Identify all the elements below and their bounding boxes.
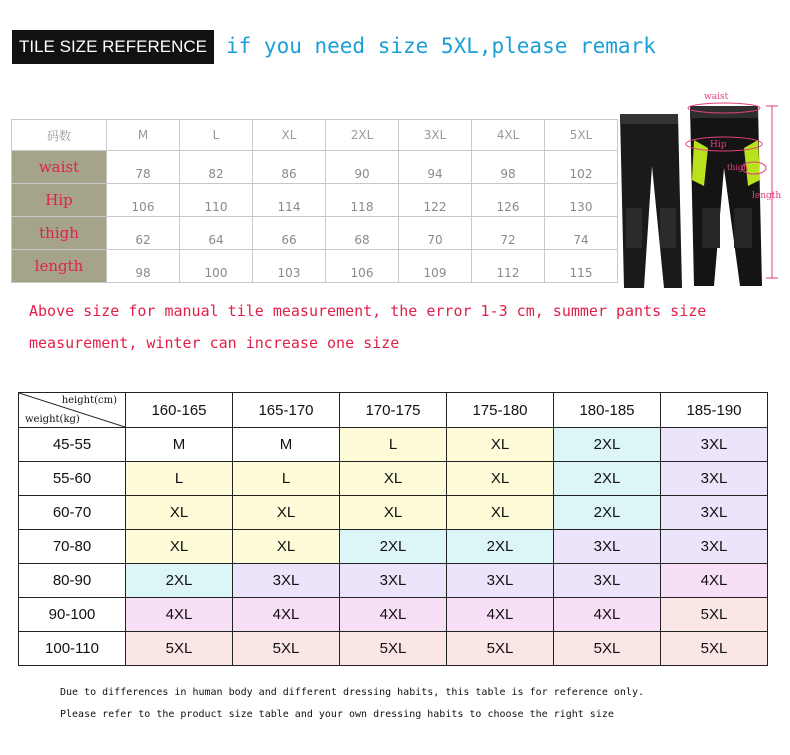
size-chart-cell: 100 (180, 250, 253, 283)
fit-table-weight-label: 45-55 (19, 428, 126, 462)
size-chart-size-header: XL (253, 120, 326, 151)
size-chart-cell: 98 (107, 250, 180, 283)
size-chart-cell: 74 (545, 217, 618, 250)
fit-table (18, 392, 768, 666)
fit-table-height-header: 165-170 (233, 393, 340, 428)
size-chart-cell: 118 (326, 184, 399, 217)
fit-table-height-header: 180-185 (554, 393, 661, 428)
size-chart-table (11, 119, 618, 283)
fit-table-row (19, 598, 768, 632)
fit-table-row (19, 632, 768, 666)
size-chart-cell: 90 (326, 151, 399, 184)
fit-table-height-header: 160-165 (126, 393, 233, 428)
fit-table-size-cell: 3XL (661, 496, 768, 530)
fit-table-row (19, 564, 768, 598)
size-chart-cell: 66 (253, 217, 326, 250)
fit-table-height-header: 185-190 (661, 393, 768, 428)
size-chart-corner: 码数 (12, 120, 107, 151)
size-chart-size-header: 3XL (399, 120, 472, 151)
size-chart-cell: 103 (253, 250, 326, 283)
fit-table-size-cell: 5XL (661, 632, 768, 666)
size-chart-cell: 78 (107, 151, 180, 184)
size-chart-cell: 130 (545, 184, 618, 217)
fit-table-size-cell: 3XL (554, 530, 661, 564)
size-chart-size-header: 4XL (472, 120, 545, 151)
size-chart-cell: 82 (180, 151, 253, 184)
fit-table-size-cell: L (126, 462, 233, 496)
fit-table-size-cell: 2XL (126, 564, 233, 598)
fit-table-height-header: 170-175 (340, 393, 447, 428)
size-chart-cell: 114 (253, 184, 326, 217)
size-chart-cell: 106 (107, 184, 180, 217)
weight-axis-label: weight(kg) (25, 414, 80, 425)
fit-table-size-cell: 5XL (233, 632, 340, 666)
size-chart-cell: 72 (472, 217, 545, 250)
fit-table-size-cell: 2XL (554, 462, 661, 496)
size-chart-row (12, 217, 618, 250)
fit-table-size-cell: XL (233, 496, 340, 530)
size-chart-cell: 68 (326, 217, 399, 250)
size-chart-cell: 115 (545, 250, 618, 283)
pants-measurement-diagram (612, 88, 790, 298)
fit-table-size-cell: XL (126, 530, 233, 564)
fit-table-size-cell: 2XL (554, 428, 661, 462)
waist-label: waist (704, 92, 729, 102)
fit-table-size-cell: XL (447, 428, 554, 462)
footer-note-line1: Due to differences in human body and different dressing habits, this table is for reference only. (60, 687, 644, 698)
fit-table-size-cell: XL (447, 462, 554, 496)
size-chart-cell: 126 (472, 184, 545, 217)
fit-table-size-cell: 5XL (340, 632, 447, 666)
measurement-remark-line1: Above size for manual tile measurement, the error 1-3 cm, summer pants size (29, 302, 707, 320)
fit-table-size-cell: 4XL (233, 598, 340, 632)
size-chart-size-header: 5XL (545, 120, 618, 151)
fit-table-row (19, 462, 768, 496)
fit-table-size-cell: 3XL (340, 564, 447, 598)
fit-table-corner (19, 393, 126, 428)
size-chart-cell: 122 (399, 184, 472, 217)
size-chart-cell: 102 (545, 151, 618, 184)
fit-table-weight-label: 70-80 (19, 530, 126, 564)
page-title: TILE SIZE REFERENCE (19, 37, 207, 56)
fit-table-size-cell: M (126, 428, 233, 462)
thigh-label: thigh (727, 163, 749, 172)
fit-table-size-cell: 3XL (661, 530, 768, 564)
fit-table-size-cell: XL (233, 530, 340, 564)
size-chart-row (12, 250, 618, 283)
size-chart-row-label: thigh (12, 217, 107, 250)
size-chart-row (12, 184, 618, 217)
fit-table-size-cell: 4XL (661, 564, 768, 598)
size-remark-note: if you need size 5XL,please remark (226, 34, 656, 58)
fit-table-size-cell: 3XL (661, 428, 768, 462)
fit-table-size-cell: 3XL (554, 564, 661, 598)
size-chart-size-header: 2XL (326, 120, 399, 151)
measurement-remark-line2: measurement, winter can increase one size (29, 334, 400, 352)
fit-table-size-cell: XL (126, 496, 233, 530)
fit-table-size-cell: 4XL (340, 598, 447, 632)
fit-table-weight-label: 55-60 (19, 462, 126, 496)
size-chart-cell: 86 (253, 151, 326, 184)
fit-table-size-cell: L (233, 462, 340, 496)
title-banner (12, 30, 214, 64)
fit-table-size-cell: 5XL (661, 598, 768, 632)
fit-table-row (19, 428, 768, 462)
fit-table-size-cell: 5XL (447, 632, 554, 666)
size-chart-row-label: waist (12, 151, 107, 184)
fit-table-size-cell: 4XL (126, 598, 233, 632)
fit-table-size-cell: 3XL (447, 564, 554, 598)
fit-table-size-cell: 2XL (554, 496, 661, 530)
fit-table-size-cell: 3XL (233, 564, 340, 598)
hip-label: Hip (710, 140, 727, 150)
fit-table-size-cell: 5XL (554, 632, 661, 666)
fit-table-size-cell: 2XL (340, 530, 447, 564)
size-chart-cell: 64 (180, 217, 253, 250)
fit-table-row (19, 496, 768, 530)
fit-table-size-cell: 4XL (447, 598, 554, 632)
size-chart-row (12, 151, 618, 184)
length-label: length (752, 191, 782, 201)
fit-table-size-cell: M (233, 428, 340, 462)
size-chart-cell: 98 (472, 151, 545, 184)
size-chart-cell: 70 (399, 217, 472, 250)
fit-table-weight-label: 100-110 (19, 632, 126, 666)
fit-table-row (19, 530, 768, 564)
height-axis-label: height(cm) (61, 395, 117, 406)
fit-table-size-cell: XL (340, 496, 447, 530)
size-chart-cell: 94 (399, 151, 472, 184)
size-chart-cell: 110 (180, 184, 253, 217)
fit-table-size-cell: 2XL (447, 530, 554, 564)
size-chart-size-header: L (180, 120, 253, 151)
size-chart-row-label: Hip (12, 184, 107, 217)
fit-table-size-cell: 3XL (661, 462, 768, 496)
fit-table-weight-label: 80-90 (19, 564, 126, 598)
fit-table-size-cell: 5XL (126, 632, 233, 666)
fit-table-size-cell: XL (340, 462, 447, 496)
size-chart-cell: 62 (107, 217, 180, 250)
footer-note-line2: Please refer to the product size table and your own dressing habits to choose the right size (60, 709, 614, 720)
fit-table-weight-label: 90-100 (19, 598, 126, 632)
size-chart-cell: 106 (326, 250, 399, 283)
fit-table-size-cell: XL (447, 496, 554, 530)
fit-table-weight-label: 60-70 (19, 496, 126, 530)
size-chart-size-header: M (107, 120, 180, 151)
fit-table-size-cell: L (340, 428, 447, 462)
size-chart-row-label: length (12, 250, 107, 283)
fit-table-height-header: 175-180 (447, 393, 554, 428)
fit-table-size-cell: 4XL (554, 598, 661, 632)
size-chart-cell: 109 (399, 250, 472, 283)
size-chart-cell: 112 (472, 250, 545, 283)
